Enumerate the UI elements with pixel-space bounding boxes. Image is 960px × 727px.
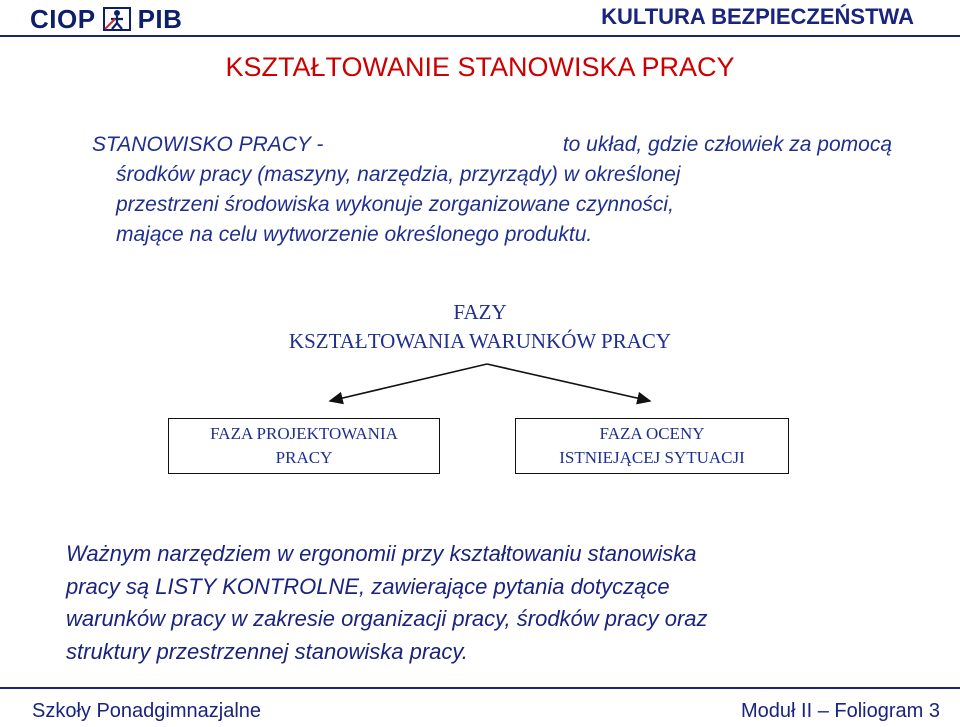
logo-right-text: PIB xyxy=(137,3,183,34)
checklist-line: struktury przestrzennej stanowiska pracy. xyxy=(66,638,468,664)
logo-left-text: CIOP xyxy=(30,3,96,34)
definition-line xyxy=(92,160,892,190)
phases-heading-line1: FAZY xyxy=(453,300,507,324)
checklist-line: warunków pracy w zakresie organizacji pracy, środków pracy oraz xyxy=(66,606,708,631)
phase-assessment-box xyxy=(515,418,789,474)
footer-school-type: Szkoły Ponadgimnazjalne xyxy=(32,700,262,722)
person-emblem-icon xyxy=(102,6,132,32)
arrow-right xyxy=(487,364,650,401)
phase-design-line2: PRACY xyxy=(275,448,333,467)
page-title: KSZTAŁTOWANIE STANOWISKA PRACY xyxy=(225,52,735,82)
definition-paragraph xyxy=(92,130,892,250)
ciop-pib-logo xyxy=(30,3,183,34)
arrow-left xyxy=(330,364,487,401)
phase-assessment-line2: ISTNIEJĄCEJ SYTUACJI xyxy=(559,448,745,467)
checklist-line: Ważnym narzędziem w ergonomii przy kształtowaniu stanowiska xyxy=(66,541,697,566)
header-title: KULTURA BEZPIECZEŃSTWA xyxy=(601,4,914,29)
definition-text: środków pracy (maszyny, narzędzia, przyrządy) w określonej xyxy=(116,163,681,186)
definition-text: mające na celu wytworzenie określonego produktu. xyxy=(116,223,593,246)
definition-text: przestrzeni środowiska wykonuje zorganizowane czynności, xyxy=(116,193,674,216)
definition-term: STANOWISKO PRACY - xyxy=(92,133,324,156)
checklist-paragraph xyxy=(66,538,936,668)
header-divider xyxy=(0,35,960,37)
definition-line xyxy=(92,190,892,220)
definition-line xyxy=(92,220,892,250)
checklist-line: pracy są LISTY KONTROLNE, zawierające pytania dotyczące xyxy=(66,573,670,599)
definition-text: to układ, gdzie człowiek za pomocą xyxy=(562,133,892,156)
phase-design-box xyxy=(168,418,440,474)
phase-assessment-line1: FAZA OCENY xyxy=(599,424,705,443)
footer-divider xyxy=(0,687,960,689)
definition-line xyxy=(92,130,892,160)
phase-design-line1: FAZA PROJEKTOWANIA xyxy=(210,424,398,443)
phases-heading xyxy=(0,298,960,356)
footer-module-label: Moduł II – Foliogram 3 xyxy=(741,700,940,722)
phases-heading-line2: KSZTAŁTOWANIA WARUNKÓW PRACY xyxy=(288,329,672,353)
